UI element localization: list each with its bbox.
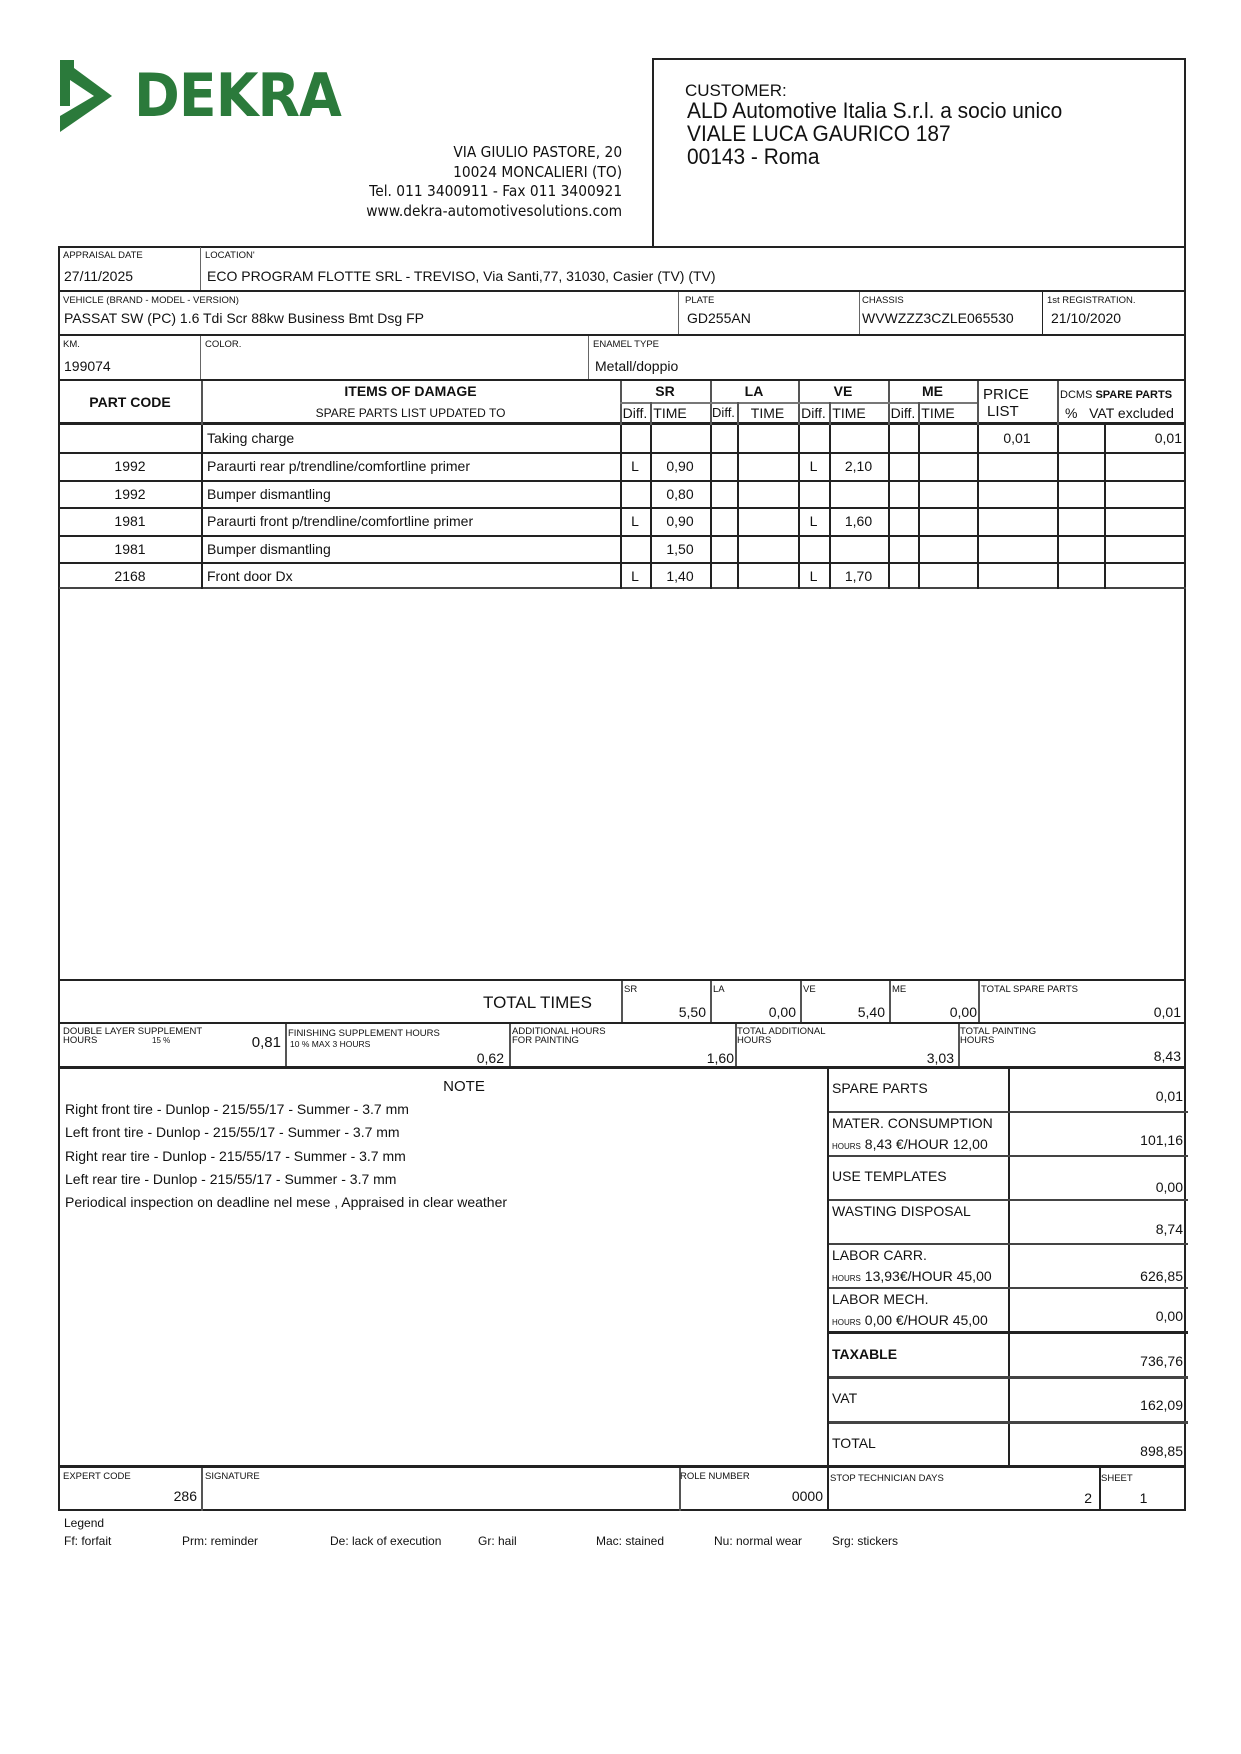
location-label: LOCATION' bbox=[205, 250, 255, 261]
sheet-label: SHEET bbox=[1101, 1473, 1133, 1484]
summary-label-taxable: TAXABLE bbox=[832, 1346, 898, 1362]
km-label: KM. bbox=[63, 339, 80, 350]
price-list: 0,01 bbox=[1003, 430, 1031, 446]
items-header: ITEMS OF DAMAGE bbox=[344, 383, 477, 399]
double-layer-pct: 15 % bbox=[152, 1036, 171, 1045]
signature-field[interactable] bbox=[203, 1482, 677, 1510]
location-value: ECO PROGRAM FLOTTE SRL - TREVISO, Via Santi,77, 31030, Casier (TV) (TV) bbox=[207, 268, 716, 284]
total-paint-label-2: HOURS bbox=[960, 1035, 995, 1046]
summary-label-mater-consumption: MATER. CONSUMPTION bbox=[832, 1115, 993, 1131]
ve-time: 2,10 bbox=[844, 458, 873, 474]
customer-box bbox=[652, 58, 1186, 248]
me-diff-header: Diff. bbox=[890, 405, 916, 421]
legend-item: Nu: normal wear bbox=[714, 1534, 803, 1548]
summary-value-wasting-disposal: 8,74 bbox=[1155, 1221, 1183, 1237]
appraisal-date-label: APPRAISAL DATE bbox=[63, 250, 143, 261]
vat-excluded-label: VAT excluded bbox=[1089, 405, 1174, 421]
customer-name: ALD Automotive Italia S.r.l. a socio unico bbox=[687, 98, 1063, 123]
item-description: Taking charge bbox=[207, 430, 295, 446]
total-times-row bbox=[59, 979, 1186, 1024]
total-painting-label bbox=[960, 1027, 1036, 1045]
summary-value-labor-mech: 0,00 bbox=[1155, 1308, 1183, 1324]
additional-hours-value: 1,60 bbox=[706, 1050, 734, 1066]
hours-small-label: HOURS bbox=[832, 1274, 861, 1283]
color-label: COLOR. bbox=[205, 339, 242, 350]
total-la-value: 0,00 bbox=[768, 1004, 796, 1020]
summary-label-vat: VAT bbox=[832, 1390, 858, 1406]
summary-label-wasting-disposal: WASTING DISPOSAL bbox=[832, 1203, 971, 1219]
additional-label-2: FOR PAINTING bbox=[512, 1035, 579, 1046]
appraisal-date: 27/11/2025 bbox=[64, 268, 134, 284]
double-layer-label-2: HOURS bbox=[63, 1035, 98, 1046]
sr-diff-header: Diff. bbox=[622, 405, 648, 421]
labor-mech-rate: 0,00 €/HOUR 45,00 bbox=[864, 1312, 988, 1328]
additional-hours-label bbox=[512, 1027, 606, 1045]
sr-header: SR bbox=[655, 383, 675, 399]
summary-sub-labor-carr bbox=[832, 1268, 992, 1284]
sr-time: 1,40 bbox=[666, 568, 694, 584]
expert-code-label: EXPERT CODE bbox=[63, 1471, 131, 1482]
address-line: 10024 MONCALIERI (TO) bbox=[452, 162, 622, 181]
me-time-header: TIME bbox=[921, 405, 955, 421]
dcms-header bbox=[1060, 389, 1172, 401]
appraisal-row bbox=[59, 247, 1186, 292]
finishing-sub: 10 % MAX 3 HOURS bbox=[290, 1039, 371, 1049]
km-value: 199074 bbox=[64, 358, 111, 374]
table-row bbox=[59, 425, 1186, 452]
item-description: Front door Dx bbox=[207, 568, 293, 584]
price-subheader: LIST bbox=[987, 403, 1019, 420]
item-description: Paraurti front p/trendline/comfortline primer bbox=[207, 513, 474, 529]
vehicle-value: PASSAT SW (PC) 1.6 Tdi Scr 88kw Business Bmt Dsg FP bbox=[64, 310, 424, 326]
la-header: LA bbox=[744, 383, 764, 399]
summary-label-total: TOTAL bbox=[832, 1435, 876, 1451]
item-description: Bumper dismantling bbox=[207, 541, 331, 557]
ve-time-header: TIME bbox=[832, 405, 866, 421]
additional-label-1: ADDITIONAL HOURS bbox=[512, 1026, 606, 1037]
summary-value-use-templates: 0,00 bbox=[1155, 1179, 1183, 1195]
spare-amount: 0,01 bbox=[1154, 430, 1182, 446]
damage-table-body bbox=[59, 425, 1186, 589]
ve-diff: L bbox=[809, 568, 818, 584]
total-paint-label-1: TOTAL PAINTING bbox=[960, 1026, 1037, 1037]
total-me-label: ME bbox=[892, 984, 907, 995]
total-sr-value: 5,50 bbox=[678, 1004, 706, 1020]
table-row bbox=[59, 453, 1186, 480]
sr-time: 0,90 bbox=[666, 458, 694, 474]
dekra-triangle-icon bbox=[60, 60, 120, 132]
labor-carr-rate: 13,93€/HOUR 45,00 bbox=[864, 1268, 992, 1284]
items-subheader: SPARE PARTS LIST UPDATED TO bbox=[315, 406, 506, 420]
legend-item: Prm: reminder bbox=[182, 1534, 259, 1548]
summary-value-total: 898,85 bbox=[1140, 1443, 1183, 1459]
summary-label-spare-parts: SPARE PARTS bbox=[832, 1080, 928, 1096]
summary-sub-mater-consumption bbox=[832, 1136, 988, 1152]
registration-value: 21/10/2020 bbox=[1051, 310, 1122, 326]
chassis-value: WVWZZZ3CZLE065530 bbox=[862, 310, 1014, 326]
plate-value: GD255AN bbox=[687, 310, 751, 326]
total-spare-value: 0,01 bbox=[1153, 1004, 1181, 1020]
total-painting-value: 8,43 bbox=[1153, 1048, 1181, 1064]
sr-diff: L bbox=[631, 568, 639, 584]
hours-small-label: HOURS bbox=[832, 1142, 861, 1151]
total-spare-label: TOTAL SPARE PARTS bbox=[981, 984, 1078, 995]
legend-item: Mac: stained bbox=[596, 1534, 665, 1548]
enamel-value: Metall/doppio bbox=[595, 358, 679, 374]
finishing-label: FINISHING SUPPLEMENT HOURS bbox=[288, 1028, 440, 1039]
table-row bbox=[59, 563, 1186, 589]
table-row bbox=[59, 508, 1186, 535]
summary-label-use-templates: USE TEMPLATES bbox=[832, 1168, 947, 1184]
sr-time-header: TIME bbox=[653, 405, 687, 421]
summary-value-mater-consumption: 101,16 bbox=[1140, 1132, 1183, 1148]
double-layer-value: 0,81 bbox=[251, 1034, 281, 1051]
table-row bbox=[59, 536, 1186, 563]
dekra-logo bbox=[60, 60, 341, 132]
total-add-label-1: TOTAL ADDITIONAL bbox=[737, 1026, 826, 1037]
address-line: Tel. 011 3400911 - Fax 011 3400921 bbox=[369, 182, 622, 200]
sr-time: 0,90 bbox=[666, 513, 694, 529]
me-header: ME bbox=[922, 383, 943, 399]
footer-row bbox=[59, 1465, 1186, 1511]
total-sr-label: SR bbox=[624, 984, 638, 995]
summary-sub-labor-mech bbox=[832, 1312, 988, 1328]
logo-text: DEKRA bbox=[134, 61, 341, 131]
pct-label: % bbox=[1065, 405, 1078, 421]
ve-diff: L bbox=[809, 458, 818, 474]
mater-consumption-rate: 8,43 €/HOUR 12,00 bbox=[864, 1136, 988, 1152]
sheet-value: 1 bbox=[1139, 1490, 1148, 1506]
part-code: 1992 bbox=[114, 486, 146, 502]
item-description: Paraurti rear p/trendline/comfortline primer bbox=[207, 458, 470, 474]
la-time-header: TIME bbox=[750, 405, 785, 421]
double-layer-label-1: DOUBLE LAYER SUPPLEMENT bbox=[63, 1026, 203, 1037]
vat-excluded-header bbox=[1065, 405, 1174, 421]
table-row bbox=[59, 481, 1186, 508]
sr-diff: L bbox=[631, 513, 639, 529]
vehicle-label: VEHICLE (BRAND - MODEL - VERSION) bbox=[63, 295, 239, 306]
note-line: Left rear tire - Dunlop - 215/55/17 - Summer - 3.7 mm bbox=[65, 1171, 397, 1187]
part-code-header: PART CODE bbox=[89, 394, 171, 410]
summary-value-labor-carr: 626,85 bbox=[1140, 1268, 1183, 1284]
hours-small-label: HOURS bbox=[832, 1318, 861, 1327]
total-me-value: 0,00 bbox=[949, 1004, 977, 1020]
sr-time: 0,80 bbox=[666, 486, 694, 502]
summary-value-spare-parts: 0,01 bbox=[1155, 1088, 1183, 1104]
total-la-label: LA bbox=[713, 984, 725, 995]
total-times-label: TOTAL TIMES bbox=[483, 993, 592, 1012]
dcms-label: DCMS bbox=[1060, 389, 1093, 401]
note-line: Right front tire - Dunlop - 215/55/17 - Summer - 3.7 mm bbox=[65, 1101, 409, 1117]
summary-label-labor-carr: LABOR CARR. bbox=[832, 1247, 927, 1263]
customer-street: VIALE LUCA GAURICO 187 bbox=[687, 121, 951, 146]
sr-diff: L bbox=[631, 458, 639, 474]
address-line: VIA GIULIO PASTORE, 20 bbox=[453, 143, 622, 161]
spare-parts-label: SPARE PARTS bbox=[1095, 389, 1173, 401]
finishing-value: 0,62 bbox=[476, 1050, 504, 1066]
total-additional-value: 3,03 bbox=[926, 1050, 954, 1066]
customer-label: CUSTOMER: bbox=[685, 81, 787, 100]
legend-item: Ff: forfait bbox=[64, 1534, 112, 1548]
signature-label: SIGNATURE bbox=[205, 1471, 260, 1482]
part-code: 1992 bbox=[114, 458, 146, 474]
ve-time: 1,70 bbox=[844, 568, 873, 584]
summary-value-taxable: 736,76 bbox=[1140, 1353, 1183, 1369]
cost-summary bbox=[827, 1069, 1186, 1466]
km-row bbox=[59, 336, 1186, 381]
summary-label-labor-mech: LABOR MECH. bbox=[832, 1291, 929, 1307]
supplements-row bbox=[59, 1024, 1186, 1069]
note-title: NOTE bbox=[443, 1078, 485, 1095]
total-ve-value: 5,40 bbox=[857, 1004, 885, 1020]
role-number-label: ROLE NUMBER bbox=[680, 1471, 750, 1482]
chassis-label: CHASSIS bbox=[862, 295, 904, 306]
ve-time: 1,60 bbox=[844, 513, 873, 529]
legend-item: Srg: stickers bbox=[832, 1534, 899, 1548]
plate-label: PLATE bbox=[685, 295, 715, 306]
summary-value-vat: 162,09 bbox=[1140, 1397, 1183, 1413]
website-link[interactable]: www.dekra-automotivesolutions.com bbox=[366, 201, 622, 220]
part-code: 2168 bbox=[114, 568, 146, 584]
note-line: Right rear tire - Dunlop - 215/55/17 - Summer - 3.7 mm bbox=[65, 1148, 406, 1164]
customer-city: 00143 - Roma bbox=[687, 144, 820, 169]
sr-time: 1,50 bbox=[666, 541, 694, 557]
item-description: Bumper dismantling bbox=[207, 486, 331, 502]
total-additional-label bbox=[737, 1027, 826, 1045]
ve-diff: L bbox=[809, 513, 818, 529]
double-layer-label bbox=[63, 1027, 202, 1045]
expert-code-value: 286 bbox=[173, 1488, 197, 1504]
stop-days-label: STOP TECHNICIAN DAYS bbox=[830, 1473, 944, 1484]
note-section bbox=[59, 1069, 827, 1465]
ve-header: VE bbox=[833, 383, 853, 399]
note-line: Left front tire - Dunlop - 215/55/17 - Summer - 3.7 mm bbox=[65, 1124, 400, 1140]
total-add-label-2: HOURS bbox=[737, 1035, 772, 1046]
price-header: PRICE bbox=[983, 386, 1029, 403]
vehicle-row bbox=[59, 292, 1186, 336]
enamel-label: ENAMEL TYPE bbox=[593, 339, 659, 350]
legend-item: Gr: hail bbox=[478, 1534, 517, 1548]
la-diff-header: Diff. bbox=[712, 405, 735, 420]
part-code: 1981 bbox=[114, 541, 146, 557]
note-line: Periodical inspection on deadline nel mese , Appraised in clear weather bbox=[65, 1194, 508, 1210]
company-address bbox=[366, 143, 622, 221]
legend-title: Legend bbox=[64, 1516, 105, 1530]
total-ve-label: VE bbox=[803, 984, 816, 995]
damage-table-header bbox=[59, 381, 1186, 425]
stop-days-value: 2 bbox=[1084, 1490, 1092, 1506]
registration-label: 1st REGISTRATION. bbox=[1047, 295, 1136, 306]
legend-item: De: lack of execution bbox=[330, 1534, 442, 1548]
ve-diff-header: Diff. bbox=[801, 405, 826, 421]
part-code: 1981 bbox=[114, 513, 146, 529]
role-number-value: 0000 bbox=[791, 1488, 823, 1504]
